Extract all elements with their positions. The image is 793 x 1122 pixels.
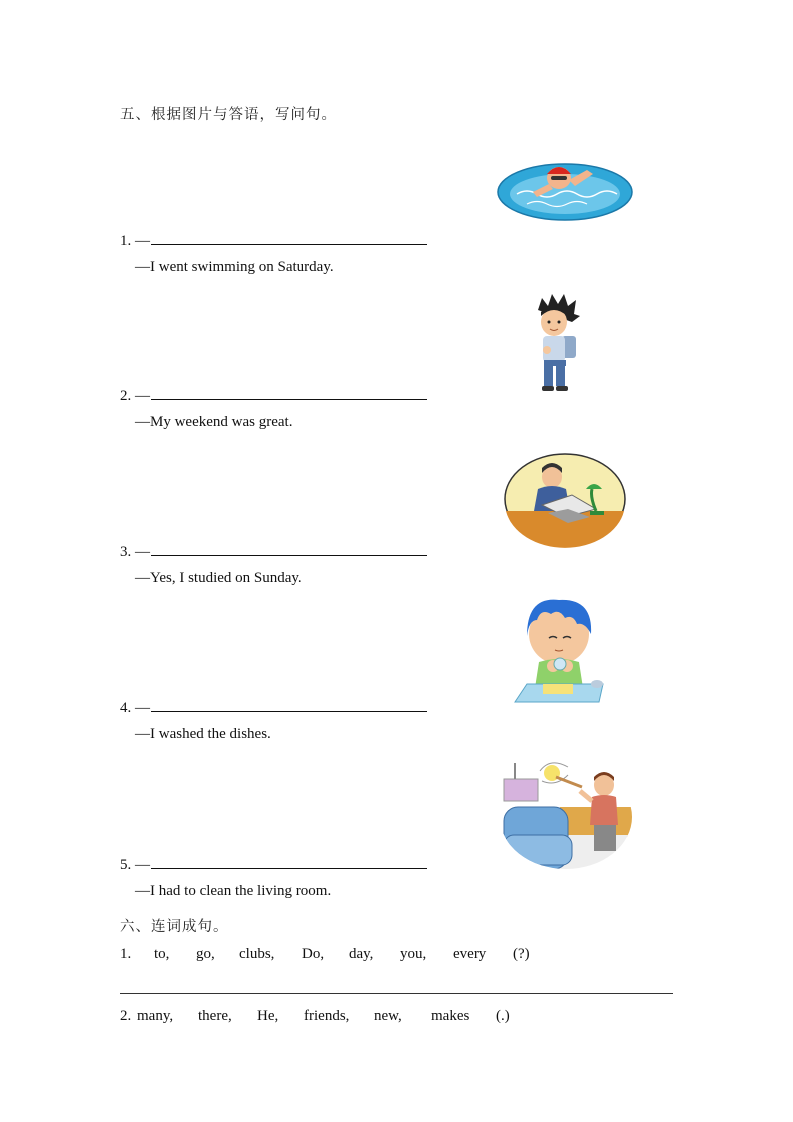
answer-5-text: —I had to clean the living room.: [135, 883, 332, 899]
question-1-number: 1. —: [120, 233, 150, 249]
word-chip: (?): [513, 946, 530, 962]
answer-3-text: —Yes, I studied on Sunday.: [135, 570, 302, 586]
word-chip: you,: [400, 946, 427, 962]
question-1-blank[interactable]: [151, 231, 427, 245]
question-4-number: 4. —: [120, 700, 150, 716]
word-chip: every: [453, 946, 487, 962]
question-5-number: 5. —: [120, 857, 150, 873]
word-chip: (.): [496, 1008, 510, 1024]
word-chip: He,: [257, 1008, 279, 1024]
answer-2-text: —My weekend was great.: [135, 414, 293, 430]
section-5-title: 五、根据图片与答语，写问句。: [120, 107, 337, 123]
boy-studying-icon: [504, 453, 626, 545]
question-4-line: [120, 698, 427, 717]
reorder-item-2: [120, 1008, 520, 1025]
answer-4-text: —I washed the dishes.: [135, 726, 271, 742]
boy-cleaning-room-icon: [500, 757, 632, 869]
question-5-line: [120, 855, 427, 874]
word-chip: there,: [198, 1008, 232, 1024]
question-2-blank[interactable]: [151, 386, 427, 400]
word-chip: new,: [374, 1008, 402, 1024]
reorder-item-1: [120, 946, 543, 963]
word-chip: to,: [154, 946, 170, 962]
word-chip: clubs,: [239, 946, 275, 962]
question-3-number: 3. —: [120, 544, 150, 560]
answer-1-text: —I went swimming on Saturday.: [135, 259, 334, 275]
word-chip: day,: [349, 946, 374, 962]
boy-washing-dishes-icon: [513, 598, 605, 706]
word-chip: go,: [196, 946, 215, 962]
word-chip: many,: [137, 1008, 174, 1024]
boy-with-backpack-icon: [530, 292, 582, 394]
question-2-line: [120, 386, 427, 405]
section-6-title: 六、连词成句。: [120, 919, 229, 935]
question-1-line: [120, 231, 427, 250]
question-3-line: [120, 542, 427, 561]
reorder-2-number: 2.: [120, 1008, 132, 1024]
question-4-blank[interactable]: [151, 698, 427, 712]
word-chip: makes: [431, 1008, 470, 1024]
question-3-blank[interactable]: [151, 542, 427, 556]
question-5-blank[interactable]: [151, 855, 427, 869]
word-chip: Do,: [302, 946, 325, 962]
question-2-number: 2. —: [120, 388, 150, 404]
word-chip: friends,: [304, 1008, 350, 1024]
reorder-1-number: 1.: [120, 946, 132, 962]
answer-rule-1[interactable]: [120, 993, 673, 994]
swimming-boy-icon: [497, 154, 633, 222]
